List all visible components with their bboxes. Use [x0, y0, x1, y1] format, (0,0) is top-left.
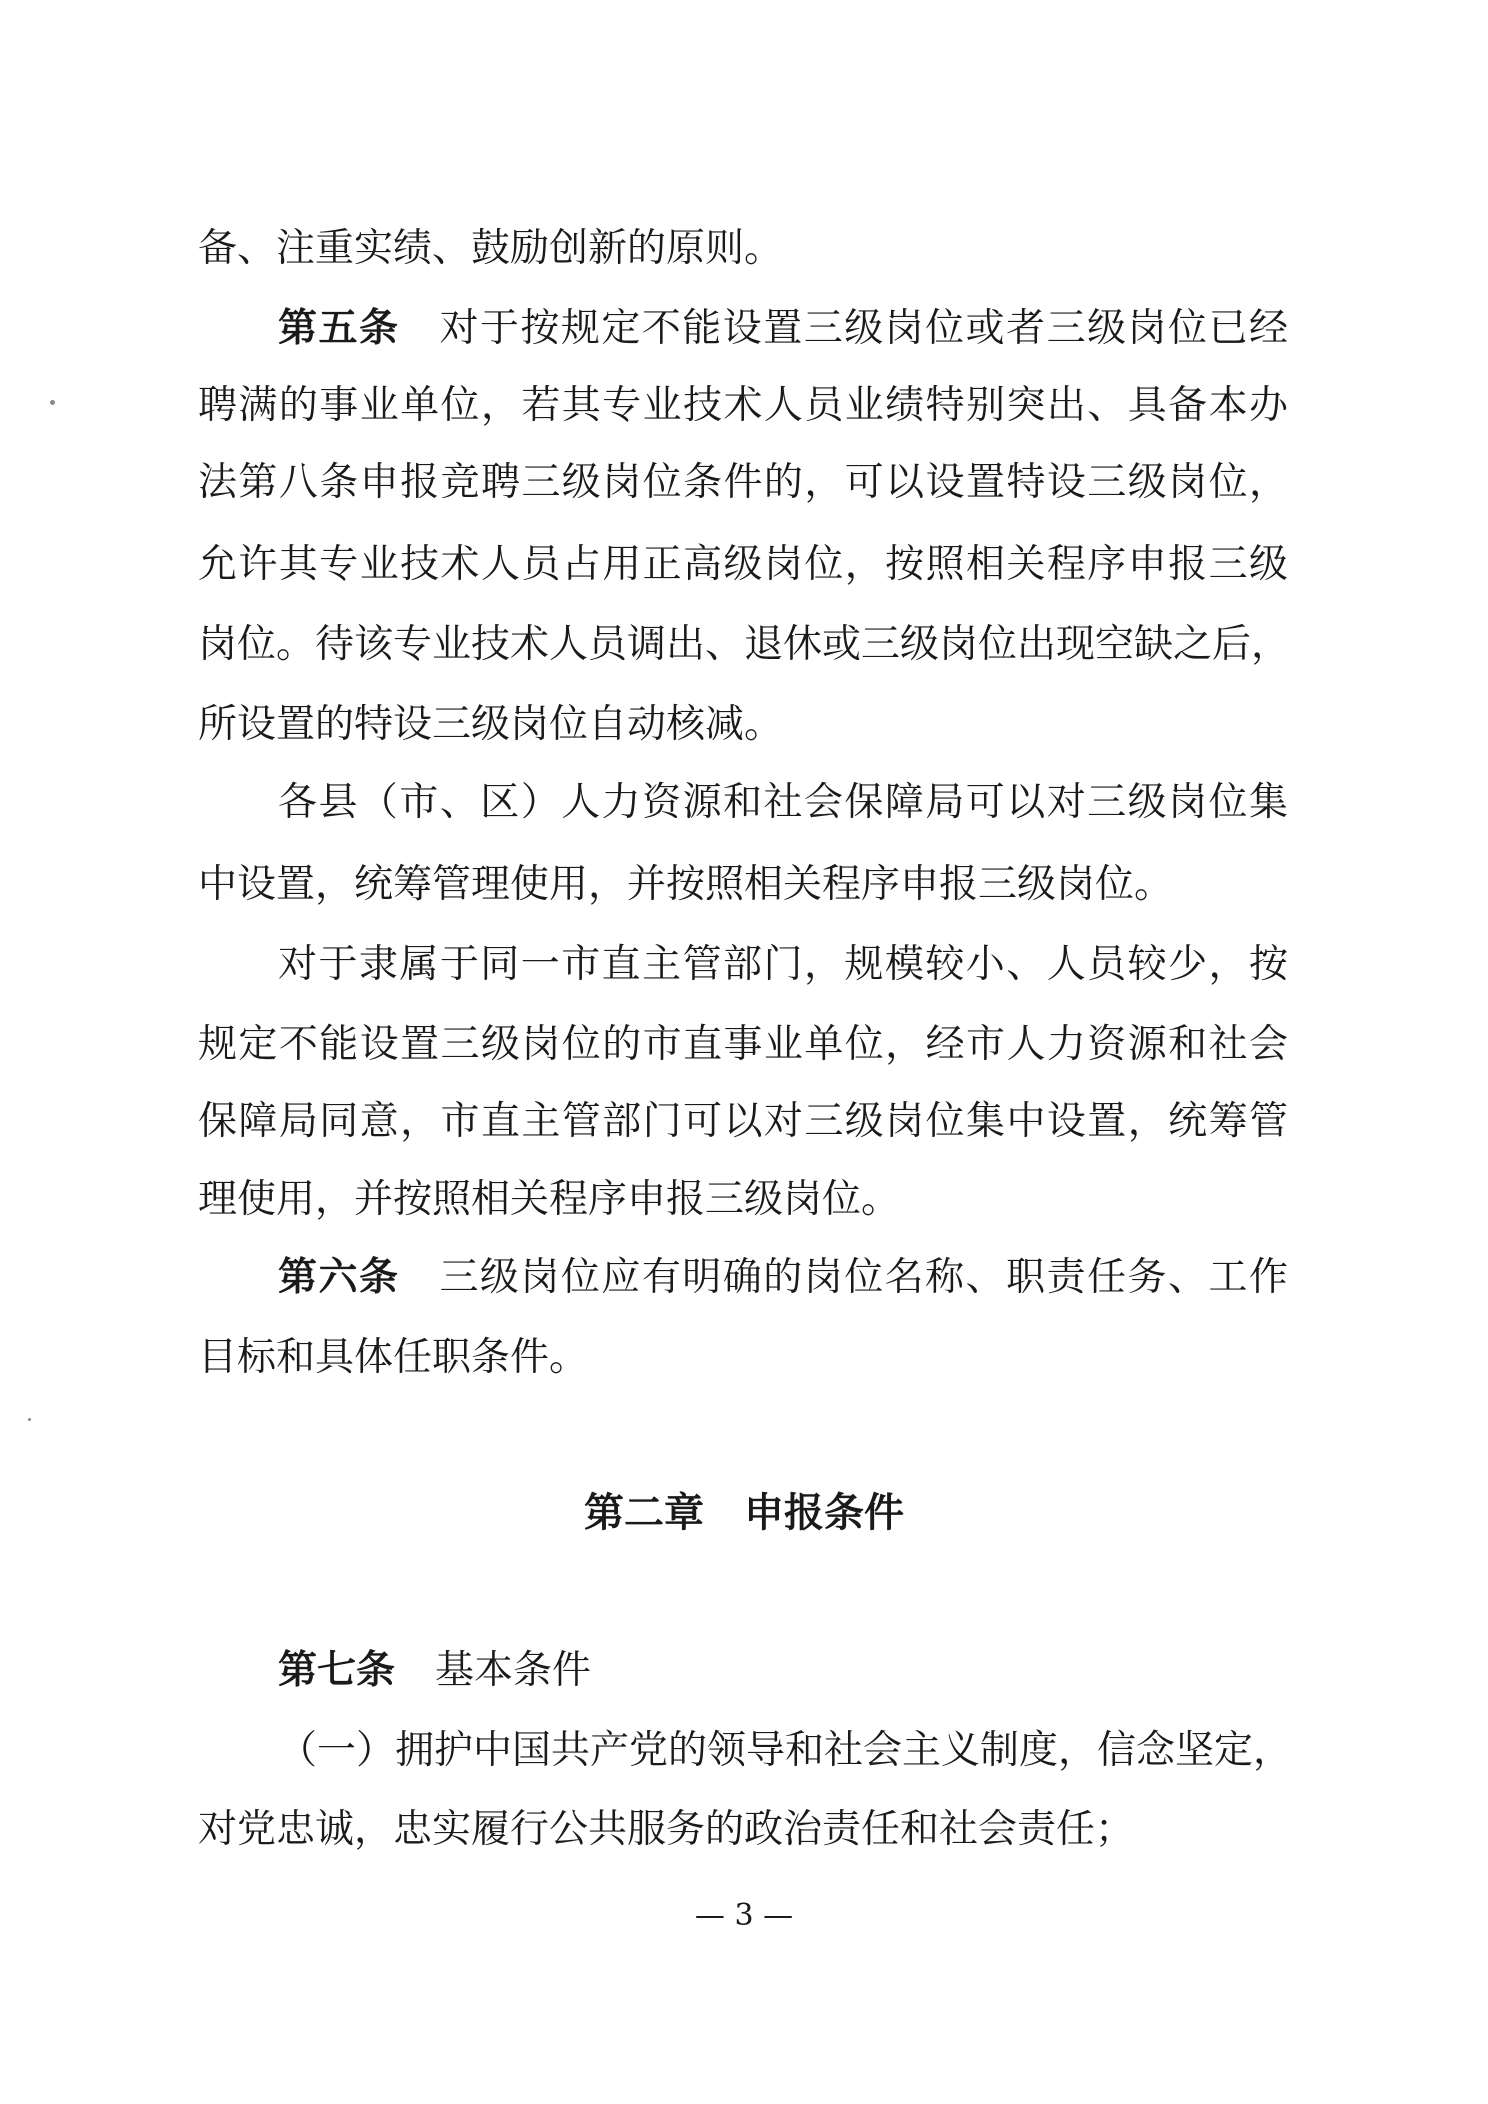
chapter-name: 申报条件 [744, 1490, 904, 1536]
article-5-line [278, 304, 1288, 354]
chapter-number: 第二章 [584, 1490, 704, 1536]
article-5-text: 对于按规定不能设置三级岗位或者三级岗位已经 [439, 306, 1288, 351]
article-5-label: 第五条 [278, 306, 400, 351]
paragraph-line: 中设置，统筹管理使用，并按照相关程序申报三级岗位。 [198, 862, 1174, 907]
paragraph-line: 允许其专业技术人员占用正高级岗位，按照相关程序申报三级 [198, 542, 1288, 587]
article-6-label: 第六条 [278, 1255, 400, 1300]
article-7-text: 基本条件 [435, 1648, 592, 1693]
paragraph-line: 理使用，并按照相关程序申报三级岗位。 [198, 1177, 901, 1222]
paragraph-line: 法第八条申报竞聘三级岗位条件的，可以设置特设三级岗位， [198, 460, 1288, 505]
scan-speck [50, 400, 55, 405]
paragraph-line: 规定不能设置三级岗位的市直事业单位，经市人力资源和社会 [198, 1022, 1288, 1067]
article-7-line [278, 1646, 1288, 1696]
paragraph-line: 对党忠诚，忠实履行公共服务的政治责任和社会责任； [198, 1807, 1135, 1852]
paragraph-line: 聘满的事业单位，若其专业技术人员业绩特别突出、具备本办 [198, 383, 1288, 428]
scan-speck [28, 1418, 31, 1421]
paragraph-line: （一）拥护中国共产党的领导和社会主义制度，信念坚定， [278, 1728, 1293, 1773]
paragraph-line: 岗位。待该专业技术人员调出、退休或三级岗位出现空缺之后， [198, 622, 1291, 667]
article-6-text: 三级岗位应有明确的岗位名称、职责任务、工作 [439, 1255, 1288, 1300]
paragraph-line: 目标和具体任职条件。 [198, 1335, 589, 1380]
paragraph-line: 备、注重实绩、鼓励创新的原则。 [198, 226, 784, 271]
paragraph-line: 保障局同意，市直主管部门可以对三级岗位集中设置，统筹管 [198, 1099, 1288, 1144]
paragraph-line: 对于隶属于同一市直主管部门，规模较小、人员较少，按 [278, 942, 1288, 987]
article-6-line [278, 1253, 1288, 1303]
chapter-title [0, 1487, 1488, 1539]
page-number: — 3 — [694, 1898, 794, 1933]
paragraph-line: 各县（市、区）人力资源和社会保障局可以对三级岗位集 [278, 780, 1288, 825]
paragraph-line: 所设置的特设三级岗位自动核减。 [198, 702, 784, 747]
article-7-label: 第七条 [278, 1648, 396, 1693]
